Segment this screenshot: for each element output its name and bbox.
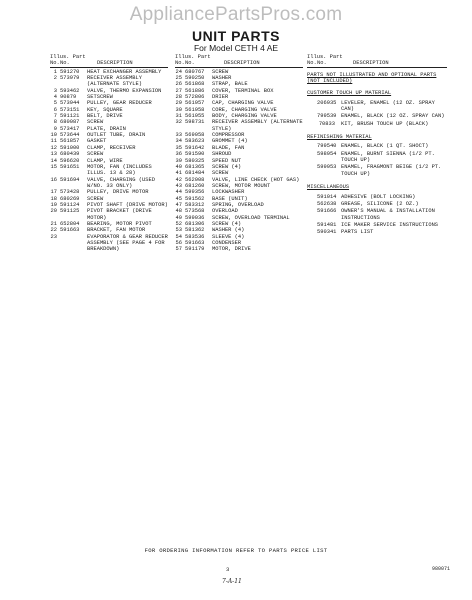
part-description: BASE (UNIT) [212,195,248,202]
illus-number: 16 [50,176,57,183]
part-description: PIVOT SHAFT (DRIVE MOTOR) [87,201,168,208]
illus-number: 48 [175,208,182,215]
part-number: 591562 [185,195,205,202]
illus-number: 13 [50,151,57,158]
parts-row [175,246,303,252]
illus-number: 41 [175,170,182,177]
part-description: GREASE, SILICONE (2 OZ.) [341,200,419,207]
part-number: 681484 [185,170,205,177]
no-header-2: No. [185,60,195,67]
parts-column-1 [50,54,168,253]
part-description: RECEIVER ASSEMBLY (ALTERNATE STYLE) [212,119,303,132]
illus-number: 33 [175,132,182,139]
section-heading: CUSTOMER TOUCH UP MATERIAL [307,90,392,97]
illus-number: 20 [50,208,57,215]
illus-number: 56 [175,239,182,246]
parts-row [307,208,447,221]
part-number: 591694 [60,176,80,183]
part-description: BELT, DRIVE [87,113,123,120]
part-number: 573417 [60,125,80,132]
illus-number: 6 [53,106,57,113]
illus-number: 47 [175,201,182,208]
illus-number: 22 [50,227,57,234]
part-header: Part [72,54,86,60]
part-description: OWNER'S MANUAL & INSTALLATION INSTRUCTIONS [341,208,435,221]
parts-column-3 [307,54,447,237]
illus-number: 9 [53,125,57,132]
section-heading: MISCELLANEOUS [307,184,350,191]
part-number: 591481 [317,221,337,228]
illus-number: 3 [53,87,57,94]
part-number: 680439 [60,151,80,158]
illus-number: 17 [50,189,57,196]
part-number: 591121 [60,113,80,120]
illus-number: 54 [175,233,182,240]
part-number: 681306 [185,220,205,227]
no-header-2: No. [317,60,327,67]
part-number: 573428 [60,189,80,196]
part-description: CLAMP, WIRE [87,157,123,164]
illus-number: 7 [53,113,57,120]
part-number: 590250 [185,75,205,82]
part-number: 591125 [60,208,80,215]
illus-number: 43 [175,182,182,189]
part-description: SCREW, MOTOR MOUNT [212,182,271,189]
illus-number: 4 [53,94,57,101]
parts-row [175,119,303,132]
part-number: 562008 [185,176,205,183]
column-header [175,54,303,68]
part-number: 598954 [317,150,337,157]
illus-number: 24 [175,68,182,75]
illus-number: 28 [175,94,182,101]
part-description: OUTLET TUBE, DRAIN [87,132,146,139]
part-number: 590341 [317,229,337,236]
illus-number: 45 [175,195,182,202]
part-description: LEVELER, ENAMEL (12 OZ. SPRAY CAN) [341,99,435,113]
part-number: 573568 [185,208,205,215]
part-header: Part [329,54,343,60]
illus-number: 21 [50,220,57,227]
no-header: No. [175,60,185,67]
parts-row [307,229,447,235]
parts-row [307,113,447,119]
illus-number: 14 [50,157,57,164]
part-number: 591000 [60,144,80,151]
document-number: 980071 [431,566,450,572]
part-number: 70833 [318,120,335,127]
illus-number: 25 [175,75,182,82]
part-description: CONDENSER [212,239,242,246]
part-number: 681365 [185,163,205,170]
illus-number: 49 [175,214,182,221]
part-number: 572806 [185,94,205,101]
parts-row [307,143,447,149]
part-number: 561957 [185,100,205,107]
part-description: COMPRESSOR [212,132,245,139]
part-description: CLAMP, RECEIVER [87,144,136,151]
page-title: UNIT PARTS [192,28,280,44]
part-number: 652804 [60,220,80,227]
part-description: PARTS LIST [341,229,374,236]
illus-number: 19 [50,201,57,208]
part-number: 569058 [185,132,205,139]
part-number: 591666 [317,208,337,215]
part-description: SCREW [212,68,229,75]
parts-row [307,201,447,207]
part-number: 591642 [185,144,205,151]
part-number: 90879 [60,94,77,101]
part-description: ENAMEL, BLACK (1 QT. SHOCT) [341,143,429,150]
part-number: 583536 [185,233,205,240]
part-number: 591270 [60,68,80,75]
illus-header: Illus. [307,54,327,60]
part-number: 599953 [317,164,337,171]
part-description: CAP, CHARGING VALVE [212,100,274,107]
part-description: SPEED NUT [212,157,242,164]
illus-number: 42 [175,176,182,183]
section-heading: REFINISHING MATERIAL [307,134,372,141]
part-description: SCREW (4) [212,163,242,170]
part-number: 591179 [185,246,205,253]
part-description: ENAMEL, FRAGMONT BEIGE (1/2 PT. TOUCH UP) [341,164,442,177]
part-number: 580325 [185,157,205,164]
illus-number: 29 [175,100,182,107]
page-number: 3 [226,566,230,573]
part-description: SHROUD [212,151,232,158]
part-number: 591663 [185,239,205,246]
part-description: SLEEVE (4) [212,233,245,240]
handwritten-note: 7-A-11 [222,578,242,585]
part-description: MOTOR, FAN (INCLUDES ILLUS. 13 & 28) [87,163,152,177]
part-description: LOCKWASHER [212,189,245,196]
part-description: MOTOR, DRIVE [212,246,251,253]
illus-number: 10 [50,132,57,139]
part-number: 596620 [60,157,80,164]
part-description: SPRING, OVERLOAD [212,201,264,208]
illus-header: Illus. [175,54,195,60]
part-description: HEAT EXCHANGER ASSEMBLY [87,68,162,75]
part-number: 206935 [317,99,337,106]
parts-row [50,177,168,190]
illus-number: 39 [175,157,182,164]
part-description: RECEIVER ASSEMBLY (ALTERNATE STYLE) [87,75,142,88]
part-number: 561886 [185,87,205,94]
illus-number: 1 [53,68,57,75]
part-number: 591663 [60,227,80,234]
part-description: BEARING, MOTOR PIVOT [87,220,152,227]
part-description: SCREW, OVERLOAD TERMINAL [212,214,290,221]
part-description: VALVE, CHARGING (USED W/NO. 33 ONLY) [87,176,155,189]
illus-number: 11 [50,138,57,145]
part-description: PLATE, DRAIN [87,125,126,132]
part-description: ICE MAKER SERVICE INSTRUCTIONS [341,221,439,228]
part-description: PULLEY, DRIVE MOTOR [87,189,149,196]
illus-number: 18 [50,195,57,202]
optional-parts-list [307,90,447,236]
part-number: 680269 [60,195,80,202]
parts-list [50,69,168,253]
illus-number: 23 [50,233,57,240]
part-number: 799539 [317,113,337,120]
part-number: 599356 [185,189,205,196]
description-header: DESCRIPTION [353,60,389,67]
part-number [60,234,87,253]
part-number: 581362 [185,227,205,234]
part-number: 561958 [185,106,205,113]
illus-number: 57 [175,246,182,253]
illus-number: 34 [175,138,182,145]
illus-number: 44 [175,189,182,196]
part-number: 799540 [317,143,337,150]
watermark: AppliancePartsPros.com [129,4,343,25]
part-header: Part [197,54,211,60]
parts-row [307,121,447,127]
illus-number: 12 [50,144,57,151]
part-description: STRAP, BALE [212,81,248,88]
illus-number: 27 [175,87,182,94]
part-description: CORE, CHARGING VALVE [212,106,277,113]
part-number: 593462 [60,87,80,94]
parts-row [307,151,447,164]
parts-row [307,222,447,228]
part-number: 591590 [185,151,205,158]
part-description: BRACKET, FAN MOTOR [87,227,146,234]
part-number: 561955 [185,113,205,120]
column-header [307,54,447,68]
part-description: WASHER [212,75,232,82]
part-description: SCREW [87,119,104,126]
parts-row [50,208,168,221]
illus-number: 52 [175,220,182,227]
part-number: 573944 [60,100,80,107]
illus-number: 53 [175,227,182,234]
part-description: COVER, TERMINAL BOX [212,87,274,94]
illus-number: 40 [175,163,182,170]
part-description: KEY, SQUARE [87,106,123,113]
parts-row [50,75,168,88]
part-number: 573644 [60,132,80,139]
parts-list [175,69,303,253]
no-header: No. [307,60,317,67]
part-description: SCREW [212,170,229,177]
part-number: 591124 [60,201,80,208]
part-description: SETSCREW [87,94,113,101]
no-header-2: No. [60,60,70,67]
part-number: 591651 [60,163,80,170]
part-description: SCREW [87,151,104,158]
part-number: 591014 [317,193,337,200]
illus-number: 26 [175,81,182,88]
part-number: 599036 [185,214,205,221]
part-description: PULLEY, GEAR REDUCER [87,100,152,107]
part-number: 561857 [60,138,80,145]
illus-number: 31 [175,113,182,120]
parts-row [307,164,447,177]
part-number: 573979 [60,75,80,82]
part-number: 680767 [185,68,205,75]
parts-row [50,164,168,177]
illus-number: 32 [175,119,182,126]
illus-number: 15 [50,163,57,170]
part-number: 561868 [185,81,205,88]
part-description: ADHESIVE (BOLT LOCKING) [341,193,416,200]
illus-number: 8 [53,119,57,126]
part-number: 598731 [185,119,205,126]
part-description: PIVOT BRACKET (DRIVE MOTOR) [87,208,152,221]
description-header: DESCRIPTION [224,60,260,67]
parts-row [50,234,168,253]
illus-number: 2 [53,75,57,82]
part-number: 680087 [60,119,80,126]
part-description: GROMMET (4) [212,138,248,145]
part-description: VALVE, THERMO EXPANSION [87,87,162,94]
parts-row [307,100,447,113]
not-illustrated-note: PARTS NOT ILLUSTRATED AND OPTIONAL PARTS (NOT INCLUDED) [307,71,437,85]
part-description: DRIER [212,94,229,101]
description-header: DESCRIPTION [97,60,133,67]
part-description: VALVE, LINE CHECK (HOT GAS) [212,176,300,183]
model-subtitle: For Model CETH 4 AE [193,43,279,53]
parts-column-2 [175,54,303,253]
ordering-footer: FOR ORDERING INFORMATION REFER TO PARTS PRICE LIST [144,547,328,554]
illus-number: 30 [175,106,182,113]
part-description: OVERLOAD [212,208,238,215]
part-description: BODY, CHARGING VALVE [212,113,277,120]
part-number: 562638 [317,200,337,207]
part-number: 583623 [185,138,205,145]
part-description: KIT, BRUSH TOUCH UP (BLACK) [341,120,429,127]
parts-row [307,194,447,200]
part-number: 583312 [185,201,205,208]
no-header: No. [50,60,60,67]
part-description: BLADE, FAN [212,144,245,151]
part-description: SCREW [87,195,104,202]
part-description: WASHER (4) [212,227,245,234]
illus-header: Illus. [50,54,70,60]
part-description: ENAMEL, BLACK (12 OZ. SPRAY CAN) [341,113,445,120]
part-number: 681260 [185,182,205,189]
part-description: ENAMEL, BURNT SIENNA (1/2 PT. TOUCH UP) [341,150,435,164]
column-header [50,54,168,68]
part-description: EVAPORATOR & GEAR REDUCER ASSEMBLY (SEE PAGE 4 FOR BREAKDOWN) [87,233,168,253]
part-description: SCREW (4) [212,220,242,227]
part-number: 573151 [60,106,80,113]
illus-number: 5 [53,100,57,107]
illus-number: 35 [175,144,182,151]
illus-number: 36 [175,151,182,158]
part-description: GASKET [87,138,107,145]
